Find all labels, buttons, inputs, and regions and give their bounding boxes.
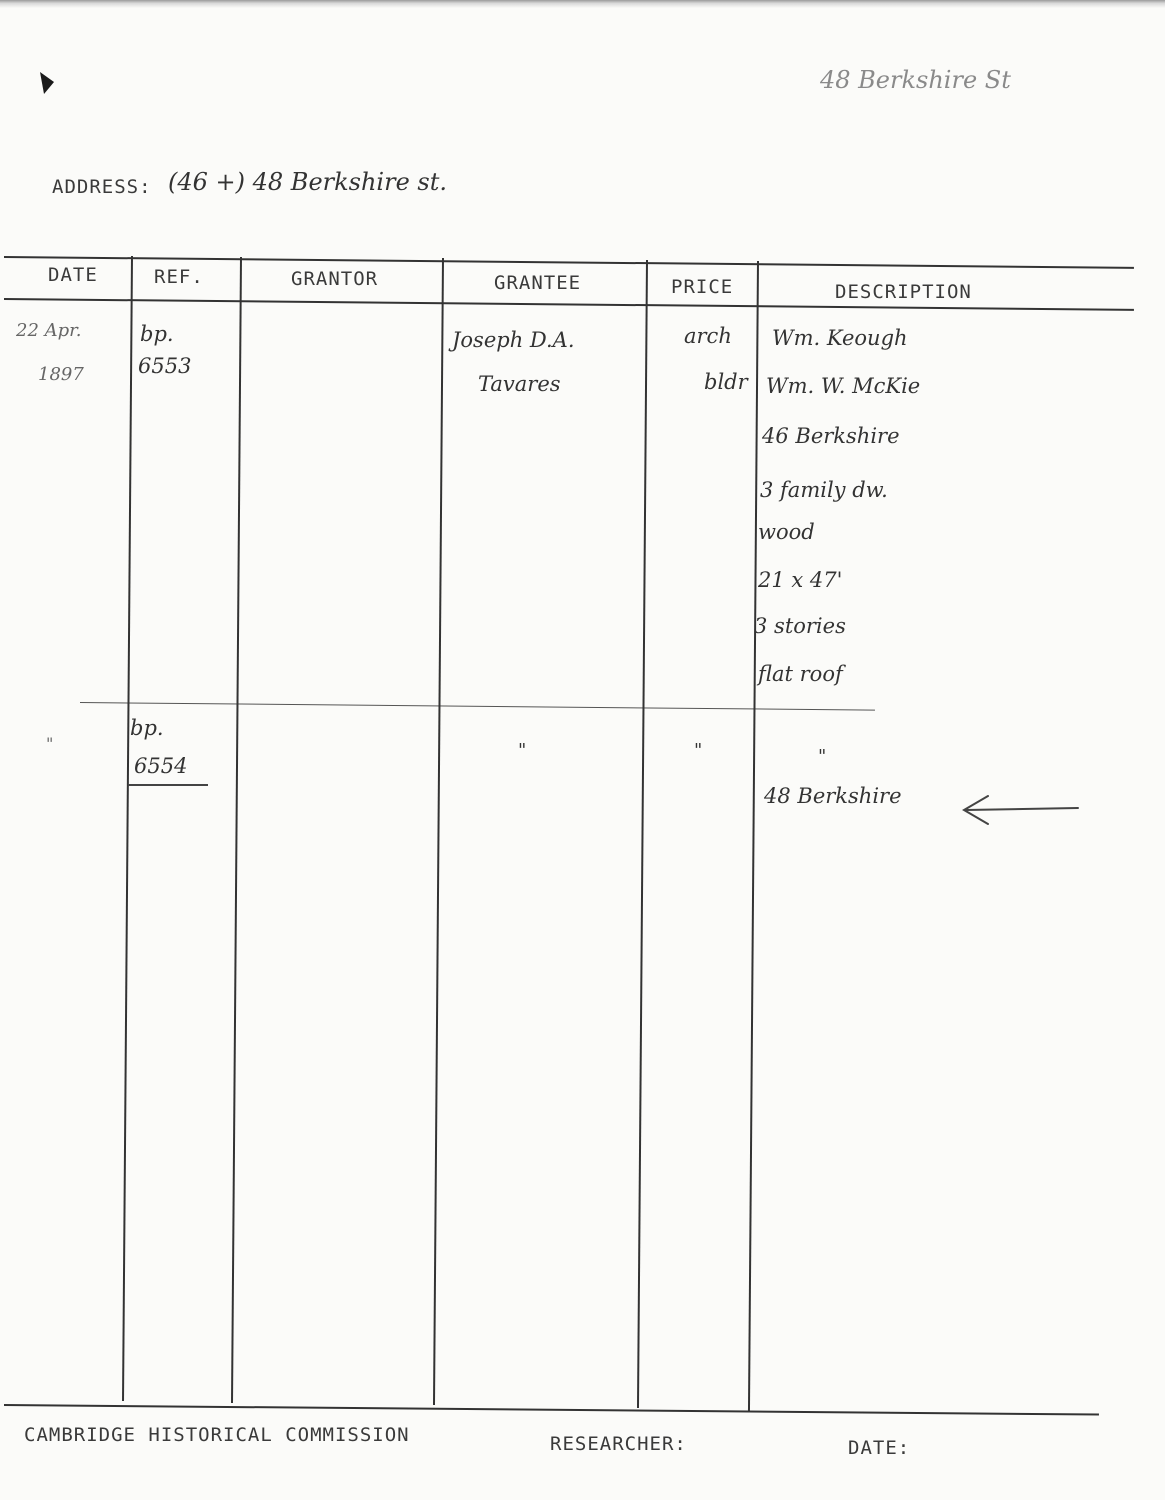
row-divider: [80, 702, 875, 711]
entry-1-grantee-line1: Joseph D.A.: [452, 328, 575, 352]
col-line-3: [433, 258, 444, 1405]
col-line-1: [122, 256, 133, 1401]
col-header-description: DESCRIPTION: [835, 281, 972, 303]
col-line-4: [637, 260, 648, 1408]
footer-date-label: DATE:: [848, 1437, 911, 1459]
entry-1-date-day: 22 Apr.: [16, 320, 82, 341]
address-label: ADDRESS:: [52, 176, 152, 198]
entry-1-price-line1: arch: [684, 324, 732, 348]
entry-2-description-ditto: ": [818, 746, 827, 767]
footer-commission: CAMBRIDGE HISTORICAL COMMISSION: [24, 1424, 410, 1446]
entry-2-ref-line2: 6554: [134, 754, 188, 778]
entry-1-grantee-line2: Tavares: [478, 372, 561, 396]
entry-1-description-line: Wm. Keough: [772, 326, 908, 350]
arrow-left-icon: [958, 790, 1082, 828]
top-note: 48 Berkshire St: [820, 66, 1011, 94]
ref-underline: [128, 784, 208, 786]
entry-1-price-line2: bldr: [704, 370, 748, 394]
entry-2-grantee: ": [518, 740, 527, 761]
col-header-date: DATE: [48, 264, 98, 286]
entry-1-ref-line2: 6553: [138, 354, 192, 378]
entry-1-description-line: 46 Berkshire: [762, 424, 900, 448]
entry-1-ref-line1: bp.: [140, 322, 174, 346]
entry-1-description-line: 21 x 47': [758, 568, 843, 592]
col-header-ref: REF.: [154, 266, 204, 288]
entry-1-description-line: wood: [758, 520, 815, 544]
footer-researcher-label: RESEARCHER:: [550, 1433, 687, 1455]
col-header-price: PRICE: [671, 276, 734, 298]
col-header-grantee: GRANTEE: [494, 272, 582, 294]
col-line-2: [231, 257, 242, 1403]
col-line-5: [748, 261, 759, 1411]
col-header-grantor: GRANTOR: [291, 268, 379, 290]
entry-2-description-addr: 48 Berkshire: [764, 784, 902, 808]
entry-1-description-line: 3 stories: [754, 614, 846, 638]
address-value: (46 +) 48 Berkshire st.: [168, 168, 447, 196]
corner-mark: [36, 70, 58, 96]
entry-1-description-line: Wm. W. McKie: [766, 374, 921, 398]
entry-1-date-year: 1897: [38, 364, 84, 385]
entry-1-description-line: 3 family dw.: [760, 478, 888, 502]
scan-edge: [0, 0, 1165, 8]
entry-2-date: ": [46, 734, 54, 753]
entry-2-price: ": [694, 740, 703, 761]
entry-1-description-line: flat roof: [758, 662, 843, 686]
footer-line: [4, 1404, 1099, 1416]
entry-2-ref-line1: bp.: [130, 716, 164, 740]
